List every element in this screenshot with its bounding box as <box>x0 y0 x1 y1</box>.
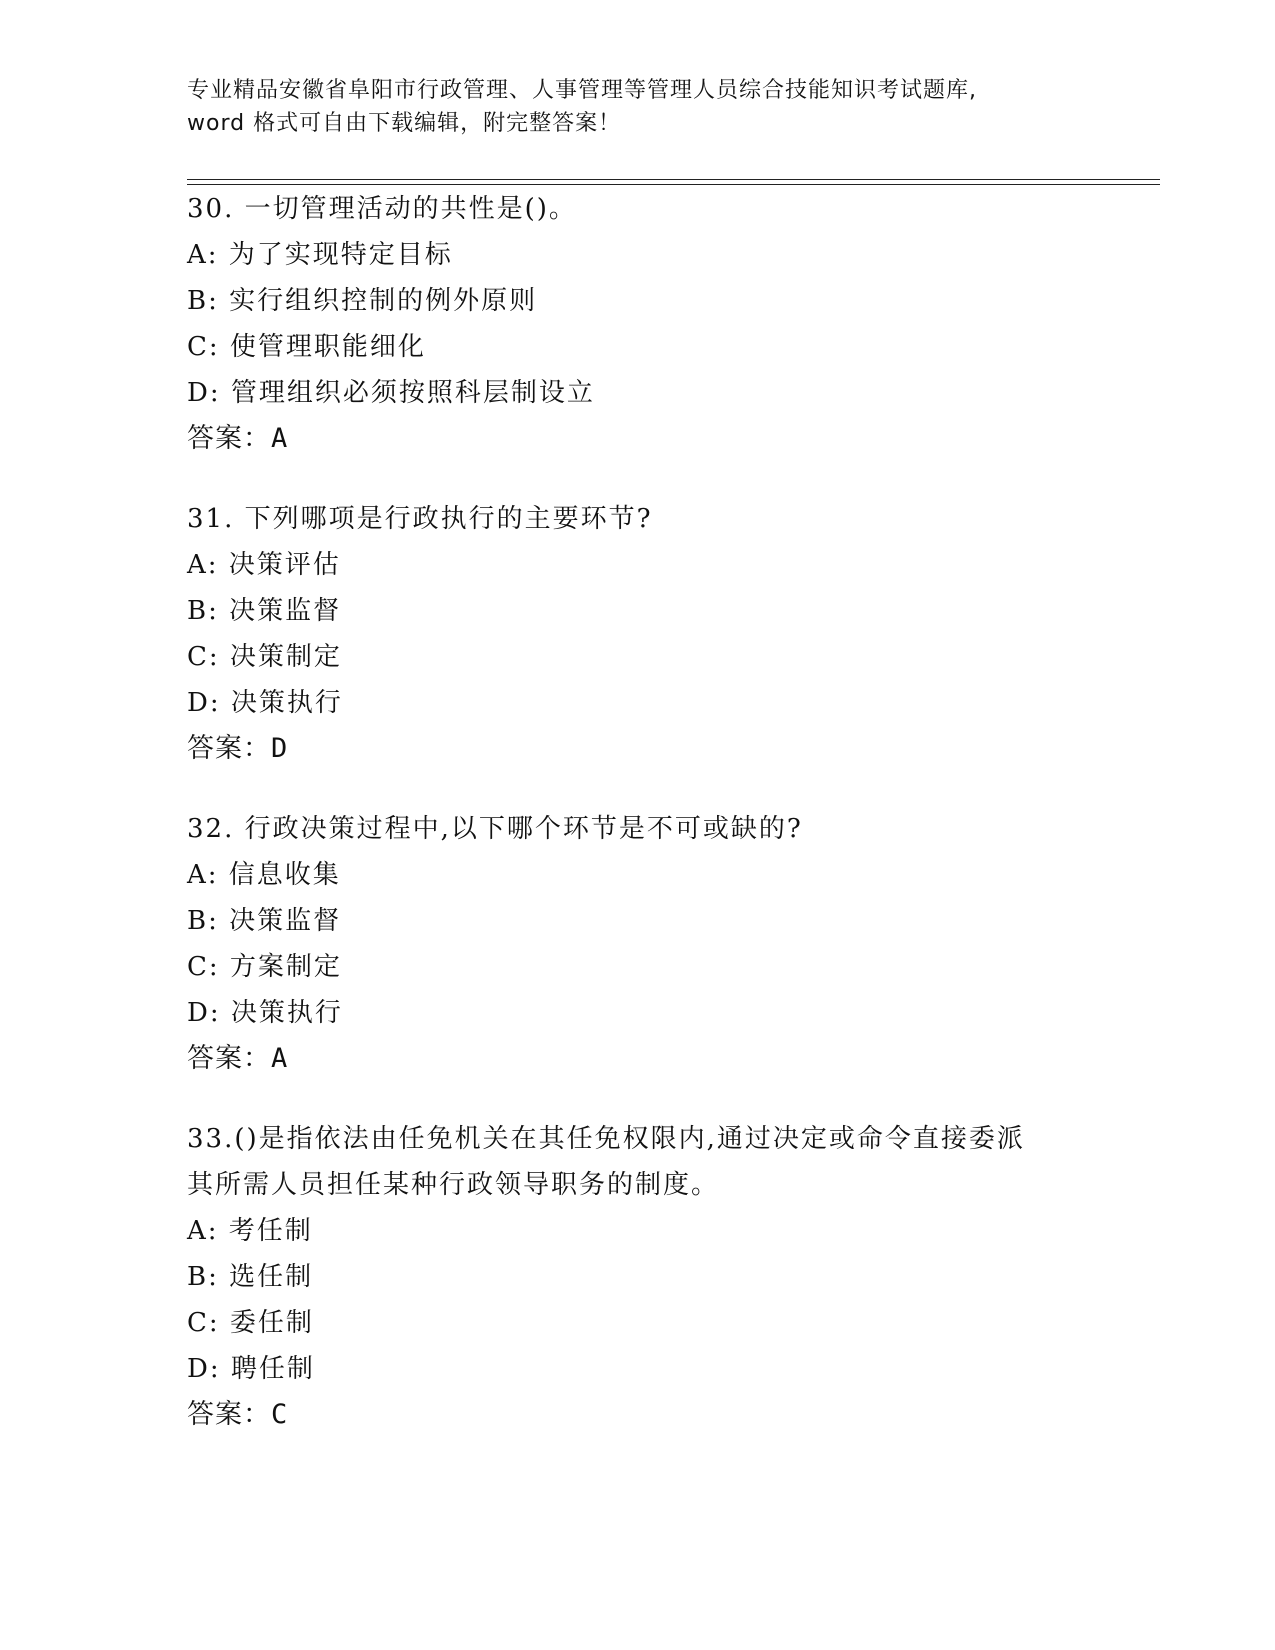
option-c: C: 方案制定 <box>187 952 342 982</box>
header-divider-bottom <box>187 184 1160 185</box>
question-stem: 30. 一切管理活动的共性是()。 <box>187 194 577 224</box>
answer-line <box>187 416 1087 462</box>
option-d: D: 聘任制 <box>187 1354 315 1384</box>
option-c: C: 决策制定 <box>187 642 342 672</box>
answer-label: 答案： <box>187 423 271 454</box>
option-c: C: 委任制 <box>187 1308 314 1338</box>
header-line-2: word 格式可自由下载编辑，附完整答案！ <box>187 111 622 136</box>
header-line-1: 专业精品安徽省阜阳市行政管理、人事管理等管理人员综合技能知识考试题库, <box>187 78 977 103</box>
option-d: D: 管理组织必须按照科层制设立 <box>187 378 595 408</box>
question-31 <box>187 496 1087 772</box>
option-b: B: 实行组织控制的例外原则 <box>187 286 538 316</box>
question-stem: 31. 下列哪项是行政执行的主要环节? <box>187 504 653 534</box>
option-d: D: 决策执行 <box>187 998 343 1028</box>
answer-value: C <box>271 1399 289 1430</box>
answer-label: 答案： <box>187 733 271 764</box>
answer-line <box>187 1392 1087 1438</box>
answer-value: A <box>271 1043 289 1074</box>
document-header <box>187 74 1067 140</box>
answer-value: A <box>271 423 289 454</box>
answer-line <box>187 726 1087 772</box>
answer-label: 答案： <box>187 1399 271 1430</box>
option-a: A: 为了实现特定目标 <box>187 240 453 270</box>
question-stem-line-1: 33.()是指依法由任免机关在其任免权限内,通过决定或命令直接委派 <box>187 1124 1025 1154</box>
option-b: B: 决策监督 <box>187 906 342 936</box>
option-a: A: 考任制 <box>187 1216 313 1246</box>
question-33 <box>187 1116 1087 1438</box>
option-c: C: 使管理职能细化 <box>187 332 426 362</box>
option-b: B: 决策监督 <box>187 596 342 626</box>
question-32 <box>187 806 1087 1082</box>
option-a: A: 信息收集 <box>187 860 341 890</box>
header-divider-top <box>187 179 1160 180</box>
option-b: B: 选任制 <box>187 1262 314 1292</box>
question-stem-line-2: 其所需人员担任某种行政领导职务的制度。 <box>187 1170 720 1200</box>
option-d: D: 决策执行 <box>187 688 343 718</box>
question-stem: 32. 行政决策过程中,以下哪个环节是不可或缺的? <box>187 814 803 844</box>
answer-label: 答案： <box>187 1043 271 1074</box>
question-30 <box>187 186 1087 462</box>
option-a: A: 决策评估 <box>187 550 341 580</box>
answer-line <box>187 1036 1087 1082</box>
answer-value: D <box>271 733 289 764</box>
